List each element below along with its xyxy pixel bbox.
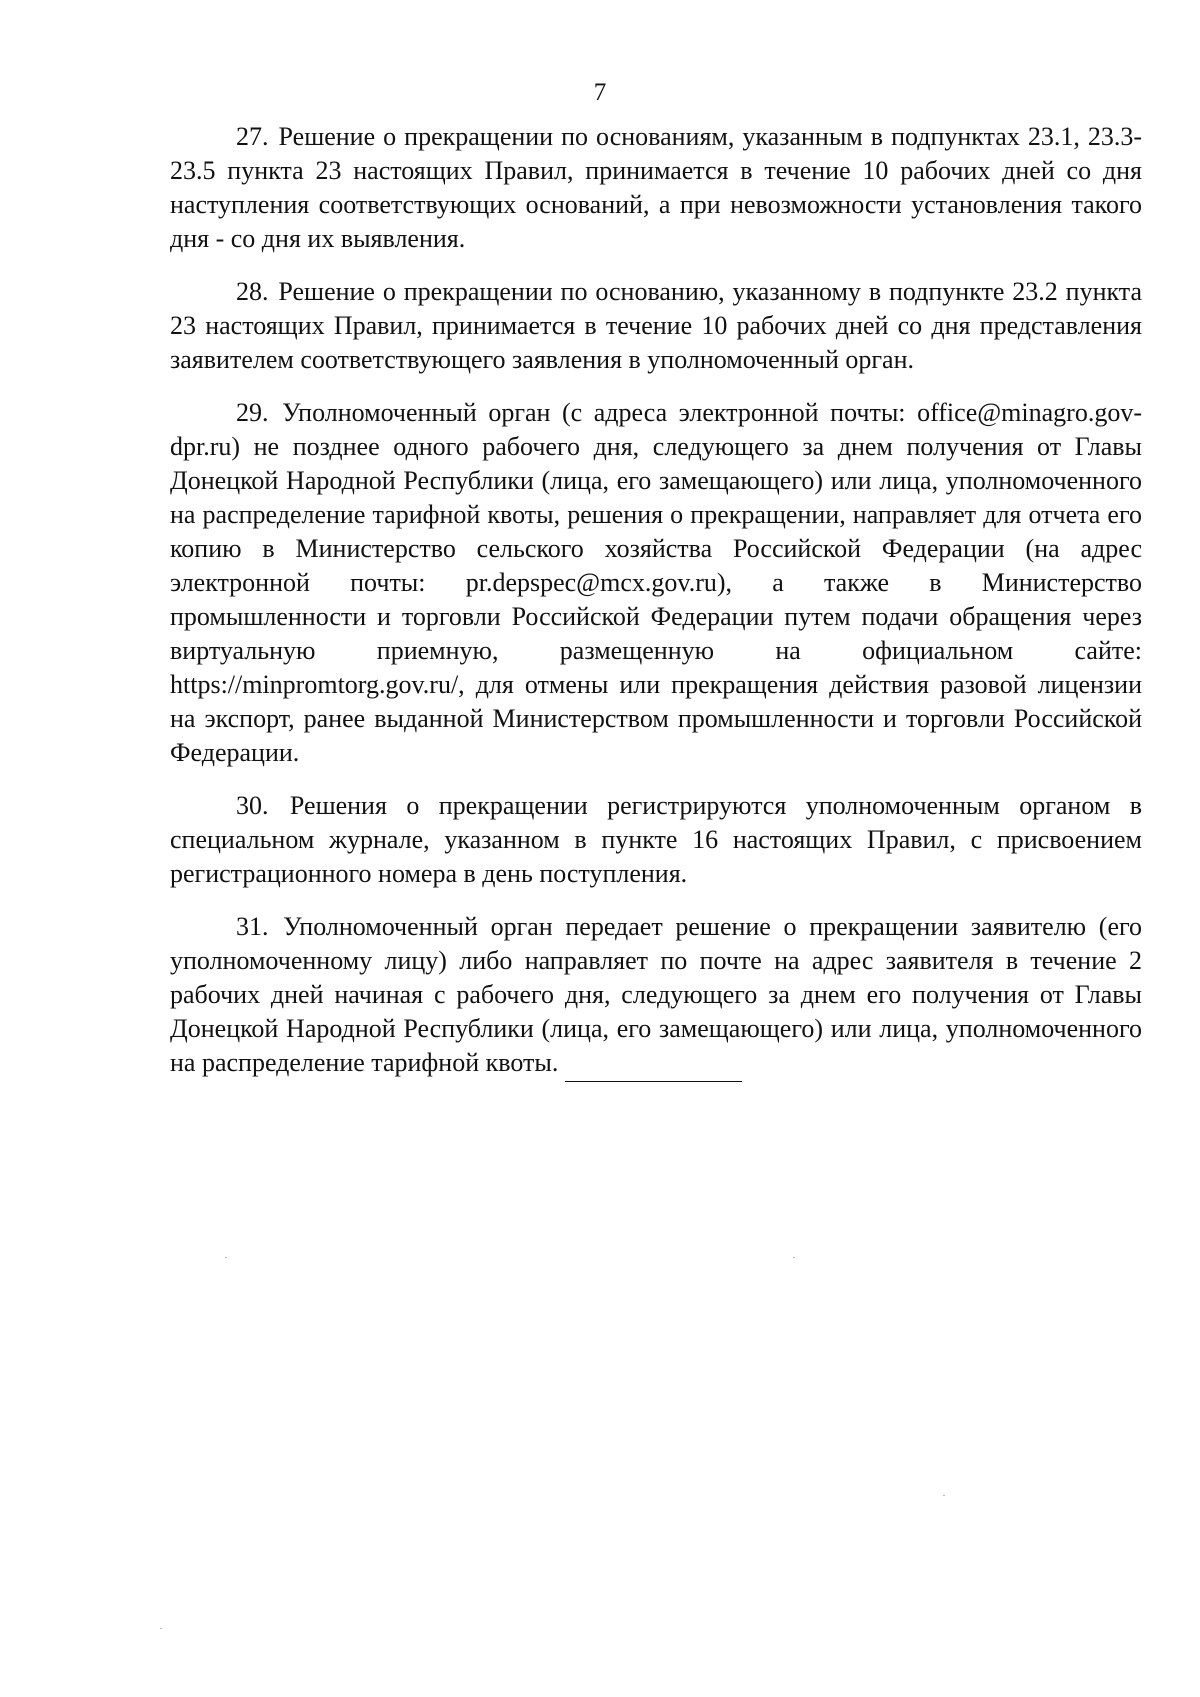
paragraph-number: 27. bbox=[236, 122, 269, 151]
paragraph-31 bbox=[170, 910, 1142, 1080]
paragraph-number: 31. bbox=[236, 912, 269, 941]
paragraph-text: Уполномоченный орган передает решение о прекращении заявителю (его уполномоченному лицу) либо направляет по почте на адрес заявителя в течение 2 рабочих дней начиная с рабочего дня, следующего за днем его получения от Главы Донецкой Народной Республики (лица, его замещающего) или лица, уполномоченного на распределение тарифной квоты. bbox=[170, 912, 1142, 1077]
end-of-text-divider bbox=[565, 1081, 742, 1082]
scan-speck bbox=[160, 1628, 162, 1629]
paragraph-text: Решение о прекращении по основаниям, указанным в подпунктах 23.1, 23.3-23.5 пункта 23 настоящих Правил, принимается в течение 10 рабочих дней со дня наступления соответствующих оснований, а при невозможности установления такого дня - со дня их выявления. bbox=[170, 122, 1143, 253]
paragraph-28 bbox=[170, 275, 1142, 377]
paragraph-text: Уполномоченный орган (с адреса электронной почты: office@minagro.gov-dpr.ru) не позднее одного рабочего дня, следующего за днем получения от Главы Донецкой Народной Республики (лица, его замещающего) или лица, уполномоченного на распределение тарифной квоты, решения о прекращении, направляет для отчета его копию в Министерство сельского хозяйства Российской Федерации (на адрес электронной почты: pr.depspec@mcx.gov.ru), а также в Министерство промышленности и торговли Российской Федерации путем подачи обращения через виртуальную приемную, размещенную на официальном сайте: https://minpromtorg.gov.ru/, для отмены или прекращения действия разовой лицензии на экспорт, ранее выданной Министерством промышленности и торговли Российской Федерации. bbox=[170, 398, 1142, 767]
paragraph-text: Решения о прекращении регистрируются уполномоченным органом в специальном журнале, указанном в пункте 16 настоящих Правил, с присвоением регистрационного номера в день поступления. bbox=[170, 791, 1142, 888]
document-body bbox=[170, 120, 1142, 1099]
paragraph-number: 28. bbox=[236, 277, 269, 306]
scan-speck bbox=[793, 1257, 795, 1258]
paragraph-30 bbox=[170, 789, 1142, 891]
paragraph-text: Решение о прекращении по основанию, указанному в подпункте 23.2 пункта 23 настоящих Правил, принимается в течение 10 рабочих дней со дня представления заявителем соответствующего заявления в уполномоченный орган. bbox=[170, 277, 1142, 374]
paragraph-29 bbox=[170, 396, 1142, 770]
paragraph-number: 29. bbox=[236, 398, 269, 427]
paragraph-number: 30. bbox=[236, 791, 269, 820]
page-number: 7 bbox=[593, 79, 607, 106]
scan-speck bbox=[225, 1257, 227, 1258]
scan-speck bbox=[943, 1495, 945, 1496]
paragraph-27 bbox=[170, 120, 1142, 256]
